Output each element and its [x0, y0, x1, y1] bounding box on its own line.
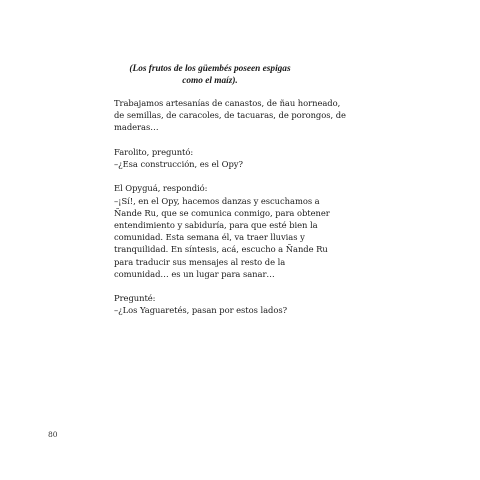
text-line: –¡Sí!, en el Opy, hacemos danzas y escuchamos a [114, 195, 320, 206]
paragraph [114, 292, 364, 316]
paragraph [114, 182, 364, 280]
text-line: entendimiento y sabiduría, para que esté bien la [114, 220, 318, 230]
text-line: de semillas, de caracoles, de tacuaras, de porongos, de [114, 110, 346, 121]
text-line: comunidad. Esta semana él, va traer lluvias y [114, 232, 305, 243]
text-line: Pregunté: [114, 293, 156, 304]
text-line: comunidad… es un lugar para sanar… [114, 268, 275, 279]
text-line: –¿Los Yaguaretés, pasan por estos lados? [114, 305, 288, 316]
body-text [114, 97, 364, 329]
paragraph [114, 146, 364, 170]
text-line: maderas… [114, 122, 159, 133]
text-line: Farolito, preguntó: [114, 146, 194, 157]
image-caption [110, 64, 310, 87]
page-number: 80 [48, 430, 58, 439]
text-line: –¿Esa construcción, es el Opy? [114, 159, 243, 169]
caption-line: como el maíz). [182, 75, 238, 86]
paragraph [114, 97, 364, 134]
caption-line: (Los frutos de los güembés poseen espigas [129, 64, 291, 74]
text-line: Ñande Ru, que se comunica conmigo, para obtener [114, 207, 330, 218]
text-line: para traducir sus mensajes al resto de la [114, 256, 286, 267]
text-line: tranquilidad. En síntesis, acá, escucho a Ñande Ru [114, 244, 328, 255]
text-line: Trabajamos artesanías de canastos, de ñau horneado, [114, 98, 341, 108]
text-line: El Opyguá, respondió: [114, 183, 208, 194]
